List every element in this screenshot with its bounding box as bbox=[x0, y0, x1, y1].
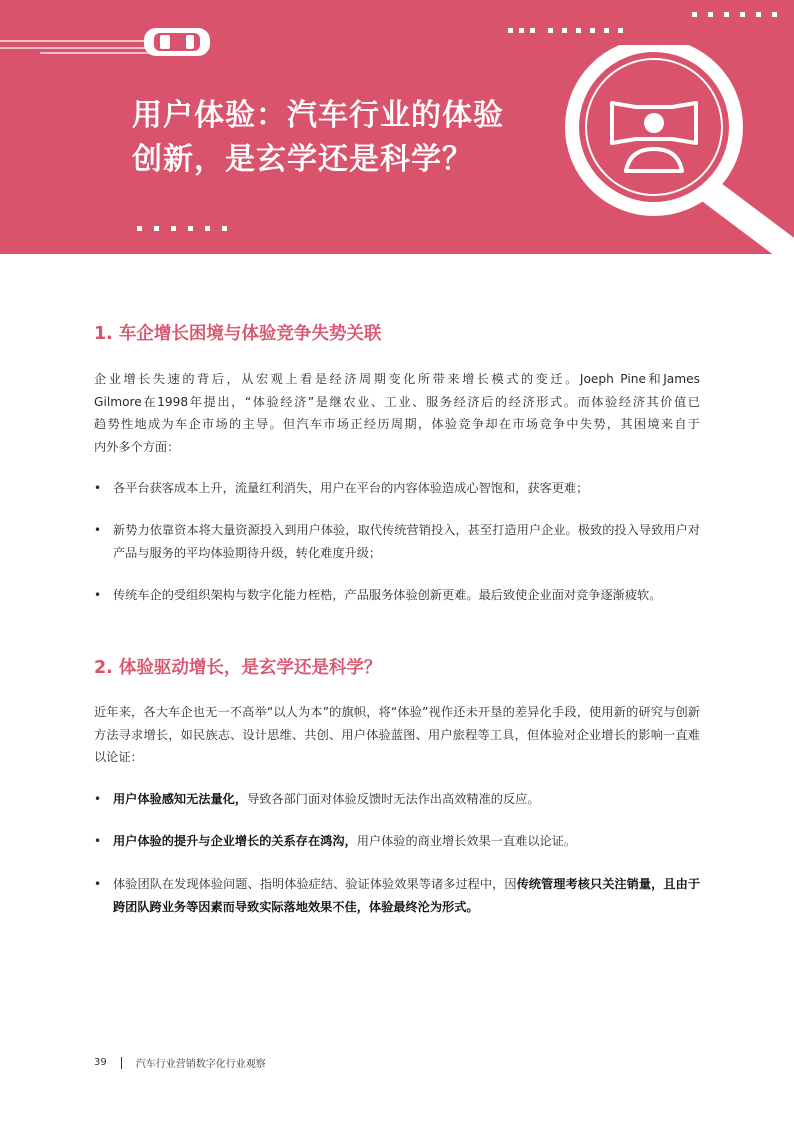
intro-line: 内外多个方面： bbox=[94, 439, 180, 454]
footer-doc-title: 汽车行业营销数字化行业观察 bbox=[135, 1059, 266, 1070]
bullet-bold-text: 用户体验感知无法量化， bbox=[113, 792, 248, 806]
bullet-text: 用户体验的商业增长效果一直难以论证。 bbox=[356, 834, 577, 848]
intro-line: 企业增长失速的背后，从宏观上看是经济周期变化所带来增长模式的变迁。Joeph Pine和James bbox=[94, 372, 700, 386]
decor-dots bbox=[508, 28, 535, 33]
list-item bbox=[94, 830, 700, 853]
page-footer bbox=[94, 1055, 266, 1070]
title-line-2: 创新，是玄学还是科学？ bbox=[132, 142, 473, 177]
decor-dots bbox=[137, 226, 227, 231]
page-number: 39 bbox=[94, 1057, 107, 1068]
intro-line: 趋势性地成为车企市场的主导。但汽车市场正经历周期，体验竞争却在市场竞争中失势，其困境来自于 bbox=[94, 417, 700, 431]
magnifier-icon bbox=[560, 45, 794, 254]
car-icon bbox=[140, 24, 214, 60]
bullet-text: 导致各部门面对体验反馈时无法作出高效精准的反应。 bbox=[247, 792, 540, 806]
list-item: • 新势力依靠资本将大量资源投入到用户体验，取代传统营销投入，甚至打造用户企业。极致的投入导致用户对产品与服务的平均体验期待升级，转化难度升级； bbox=[94, 519, 700, 564]
bullet-bold-text: 用户体验的提升与企业增长的关系存在鸿沟， bbox=[113, 834, 357, 848]
decor-dots bbox=[548, 28, 623, 33]
header-banner bbox=[0, 0, 794, 254]
section-1-title: 1. 车企增长困境与体验竞争失势关联 bbox=[94, 324, 382, 344]
decor-dots bbox=[692, 12, 777, 17]
title-line-1: 用户体验：汽车行业的体验 bbox=[132, 98, 504, 133]
footer-divider bbox=[121, 1057, 122, 1069]
bullet-bold-text: 传统管理考核只关注销量，且由于跨团队跨业务等因素而导致实际落地效果不佳，体验最终沦为形式。 bbox=[113, 877, 701, 914]
section-1-intro bbox=[94, 368, 700, 458]
section-2-intro: 近年来，各大车企也无一不高举“以人为本”的旗帜，将“体验”视作还未开垦的差异化手段，使用新的研究与创新方法寻求增长，如民族志、设计思维、共创、用户体验蓝图、用户旅程等工具，但体验对企业增长的影响一直难以论证： bbox=[94, 705, 700, 764]
list-item bbox=[94, 873, 700, 918]
intro-line: Gilmore在1998年提出，“体验经济”是继农业、工业、服务经济后的经济形式。而体验经济其价值已 bbox=[94, 394, 700, 409]
page-title bbox=[132, 94, 504, 182]
bullet-text: 体验团队在发现体验问题、指明体验症结、验证体验效果等诸多过程中，因 bbox=[113, 877, 517, 891]
list-item bbox=[94, 788, 700, 811]
list-item: • 传统车企的受组织架构与数字化能力桎梏，产品服务体验创新更难。最后致使企业面对竞争逐渐疲软。 bbox=[94, 584, 700, 607]
section-2-title: 2. 体验驱动增长，是玄学还是科学？ bbox=[94, 658, 382, 678]
list-item: • 各平台获客成本上升，流量红利消失，用户在平台的内容体验造成心智饱和，获客更难； bbox=[94, 477, 700, 500]
road-line bbox=[0, 36, 150, 56]
